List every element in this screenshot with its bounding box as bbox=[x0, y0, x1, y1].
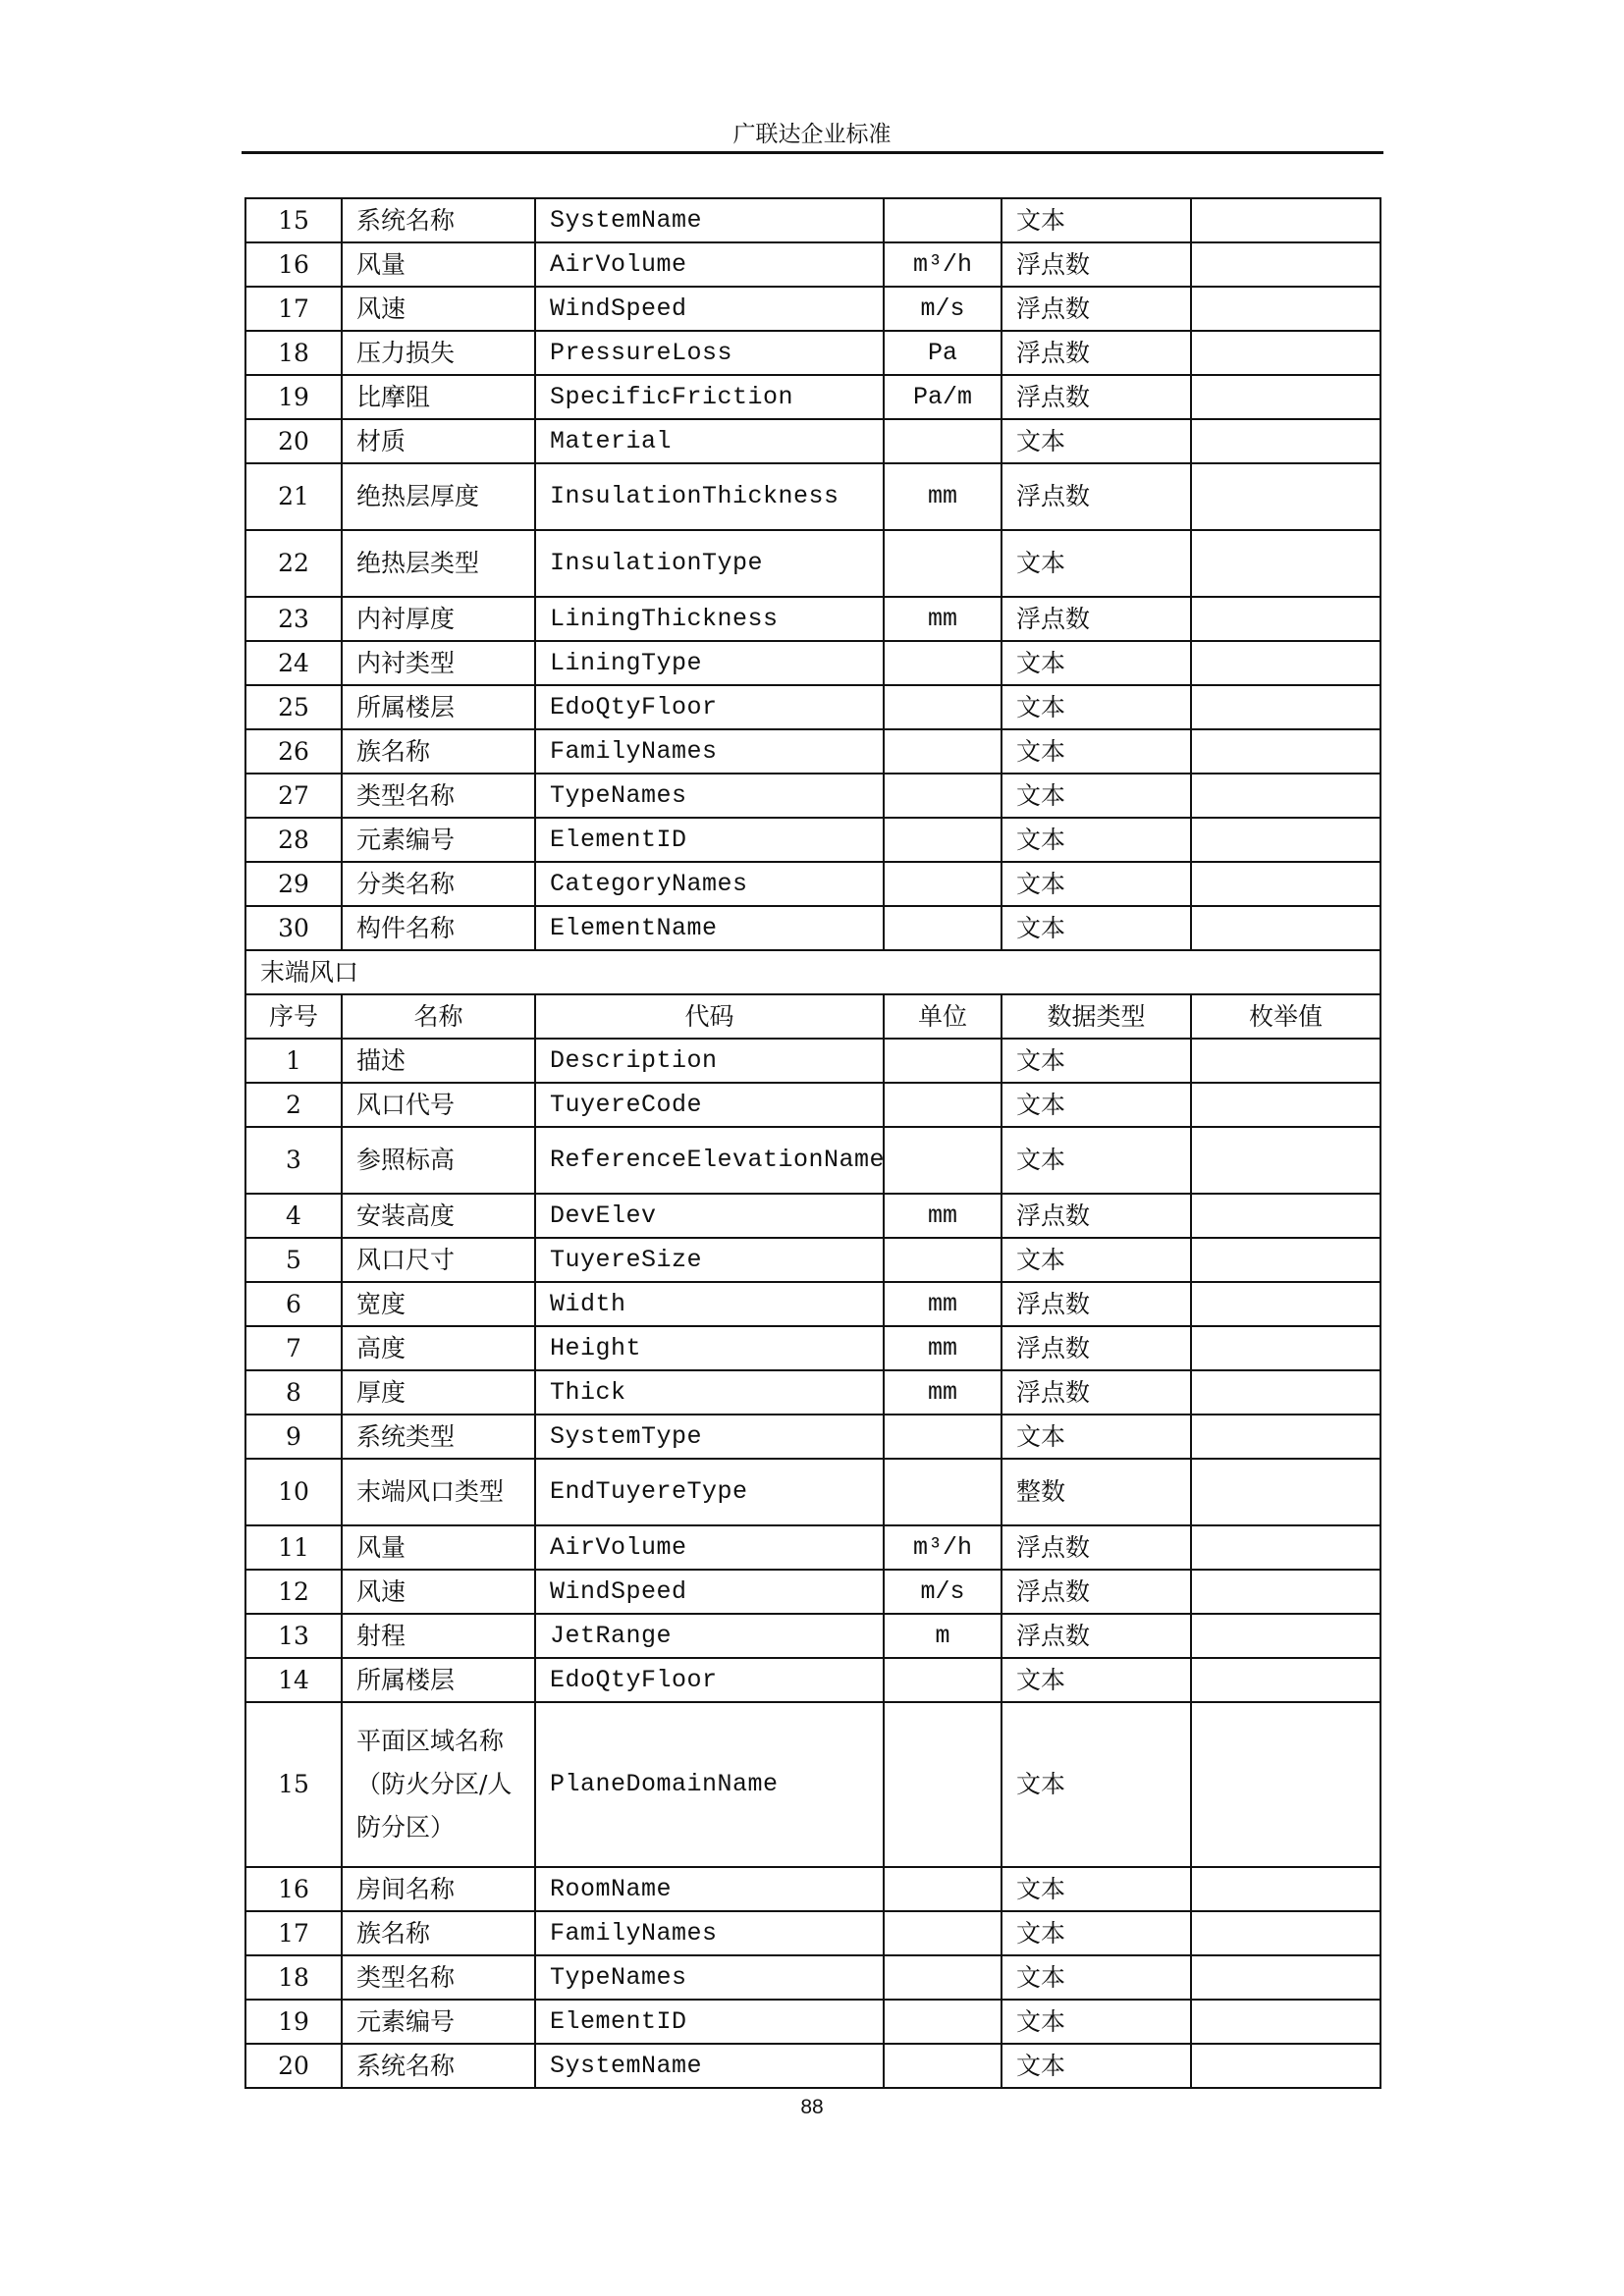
row-data-type: 文本 bbox=[1001, 641, 1191, 685]
table-row bbox=[245, 530, 1380, 597]
row-code: ElementName bbox=[535, 906, 884, 950]
page-number: 88 bbox=[800, 2096, 824, 2118]
row-index: 11 bbox=[245, 1525, 342, 1570]
row-index: 26 bbox=[245, 729, 342, 774]
row-unit bbox=[884, 1127, 1001, 1194]
row-code: WindSpeed bbox=[535, 287, 884, 331]
row-index: 4 bbox=[245, 1194, 342, 1238]
row-unit: m³/h bbox=[884, 1525, 1001, 1570]
row-index: 10 bbox=[245, 1459, 342, 1525]
row-data-type: 文本 bbox=[1001, 1415, 1191, 1459]
table-row bbox=[245, 774, 1380, 818]
table-row bbox=[245, 1238, 1380, 1282]
row-name: 所属楼层 bbox=[342, 685, 535, 729]
table-row bbox=[245, 375, 1380, 419]
row-enum-value bbox=[1191, 375, 1380, 419]
row-data-type: 文本 bbox=[1001, 906, 1191, 950]
row-enum-value bbox=[1191, 1127, 1380, 1194]
table-row bbox=[245, 463, 1380, 530]
row-unit bbox=[884, 1702, 1001, 1867]
row-enum-value bbox=[1191, 463, 1380, 530]
row-data-type: 整数 bbox=[1001, 1459, 1191, 1525]
row-unit: mm bbox=[884, 1282, 1001, 1326]
row-index: 5 bbox=[245, 1238, 342, 1282]
row-code: DevElev bbox=[535, 1194, 884, 1238]
row-unit bbox=[884, 530, 1001, 597]
row-data-type: 文本 bbox=[1001, 1955, 1191, 2000]
row-enum-value bbox=[1191, 1570, 1380, 1614]
row-data-type: 文本 bbox=[1001, 419, 1191, 463]
table-row bbox=[245, 1127, 1380, 1194]
row-unit bbox=[884, 198, 1001, 242]
row-index: 19 bbox=[245, 375, 342, 419]
parameter-table-body bbox=[245, 198, 1380, 2088]
row-enum-value bbox=[1191, 287, 1380, 331]
row-name: 安装高度 bbox=[342, 1194, 535, 1238]
row-data-type: 文本 bbox=[1001, 685, 1191, 729]
row-index: 1 bbox=[245, 1039, 342, 1083]
table-row bbox=[245, 1415, 1380, 1459]
row-data-type: 文本 bbox=[1001, 1702, 1191, 1867]
row-index: 15 bbox=[245, 198, 342, 242]
table-row bbox=[245, 1911, 1380, 1955]
row-unit: Pa/m bbox=[884, 375, 1001, 419]
row-unit bbox=[884, 1658, 1001, 1702]
row-data-type: 文本 bbox=[1001, 198, 1191, 242]
row-name: 射程 bbox=[342, 1614, 535, 1658]
row-enum-value bbox=[1191, 818, 1380, 862]
row-code: ElementID bbox=[535, 818, 884, 862]
row-enum-value bbox=[1191, 530, 1380, 597]
row-data-type: 文本 bbox=[1001, 1127, 1191, 1194]
row-enum-value bbox=[1191, 597, 1380, 641]
row-data-type: 文本 bbox=[1001, 2000, 1191, 2044]
row-enum-value bbox=[1191, 685, 1380, 729]
row-index: 20 bbox=[245, 419, 342, 463]
column-header-num: 序号 bbox=[245, 994, 342, 1039]
table-row bbox=[245, 419, 1380, 463]
row-index: 7 bbox=[245, 1326, 342, 1370]
row-enum-value bbox=[1191, 1911, 1380, 1955]
row-unit: mm bbox=[884, 1194, 1001, 1238]
column-header-code: 代码 bbox=[535, 994, 884, 1039]
row-name: 族名称 bbox=[342, 1911, 535, 1955]
row-code: AirVolume bbox=[535, 242, 884, 287]
row-enum-value bbox=[1191, 1238, 1380, 1282]
row-code: InsulationThickness bbox=[535, 463, 884, 530]
row-data-type: 文本 bbox=[1001, 1238, 1191, 1282]
table-row bbox=[245, 1039, 1380, 1083]
row-code: SpecificFriction bbox=[535, 375, 884, 419]
row-index: 8 bbox=[245, 1370, 342, 1415]
row-enum-value bbox=[1191, 1955, 1380, 2000]
row-index: 16 bbox=[245, 1867, 342, 1911]
row-index: 15 bbox=[245, 1702, 342, 1867]
row-name: 高度 bbox=[342, 1326, 535, 1370]
row-unit: Pa bbox=[884, 331, 1001, 375]
row-name: 系统名称 bbox=[342, 2044, 535, 2088]
row-name: 构件名称 bbox=[342, 906, 535, 950]
row-data-type: 浮点数 bbox=[1001, 1194, 1191, 1238]
row-data-type: 文本 bbox=[1001, 1867, 1191, 1911]
row-name: 系统类型 bbox=[342, 1415, 535, 1459]
row-name: 类型名称 bbox=[342, 774, 535, 818]
table-row bbox=[245, 1326, 1380, 1370]
row-code: CategoryNames bbox=[535, 862, 884, 906]
row-code: ReferenceElevationName bbox=[535, 1127, 884, 1194]
row-unit bbox=[884, 729, 1001, 774]
row-code: SystemType bbox=[535, 1415, 884, 1459]
row-unit bbox=[884, 1083, 1001, 1127]
row-code: PressureLoss bbox=[535, 331, 884, 375]
table-row bbox=[245, 331, 1380, 375]
row-unit bbox=[884, 1238, 1001, 1282]
row-enum-value bbox=[1191, 198, 1380, 242]
row-index: 17 bbox=[245, 287, 342, 331]
row-code: TuyereCode bbox=[535, 1083, 884, 1127]
row-index: 23 bbox=[245, 597, 342, 641]
row-data-type: 文本 bbox=[1001, 818, 1191, 862]
row-unit bbox=[884, 2044, 1001, 2088]
row-name: 所属楼层 bbox=[342, 1658, 535, 1702]
column-header-row bbox=[245, 994, 1380, 1039]
row-data-type: 浮点数 bbox=[1001, 597, 1191, 641]
row-code: RoomName bbox=[535, 1867, 884, 1911]
row-code: TuyereSize bbox=[535, 1238, 884, 1282]
row-index: 21 bbox=[245, 463, 342, 530]
row-index: 24 bbox=[245, 641, 342, 685]
row-name: 绝热层厚度 bbox=[342, 463, 535, 530]
row-unit bbox=[884, 862, 1001, 906]
row-name: 风速 bbox=[342, 287, 535, 331]
row-name: 类型名称 bbox=[342, 1955, 535, 2000]
row-index: 29 bbox=[245, 862, 342, 906]
table-row bbox=[245, 729, 1380, 774]
table-row bbox=[245, 2044, 1380, 2088]
row-index: 18 bbox=[245, 1955, 342, 2000]
row-code: JetRange bbox=[535, 1614, 884, 1658]
row-name: 内衬厚度 bbox=[342, 597, 535, 641]
row-unit bbox=[884, 1955, 1001, 2000]
row-code: EdoQtyFloor bbox=[535, 685, 884, 729]
row-name: 房间名称 bbox=[342, 1867, 535, 1911]
row-index: 22 bbox=[245, 530, 342, 597]
row-data-type: 浮点数 bbox=[1001, 1326, 1191, 1370]
row-data-type: 文本 bbox=[1001, 1911, 1191, 1955]
row-code: AirVolume bbox=[535, 1525, 884, 1570]
row-name: 风速 bbox=[342, 1570, 535, 1614]
row-name: 压力损失 bbox=[342, 331, 535, 375]
row-data-type: 浮点数 bbox=[1001, 1525, 1191, 1570]
table-row bbox=[245, 597, 1380, 641]
row-unit: mm bbox=[884, 1326, 1001, 1370]
table-row bbox=[245, 818, 1380, 862]
row-index: 2 bbox=[245, 1083, 342, 1127]
row-index: 27 bbox=[245, 774, 342, 818]
row-index: 6 bbox=[245, 1282, 342, 1326]
row-index: 12 bbox=[245, 1570, 342, 1614]
row-enum-value bbox=[1191, 419, 1380, 463]
row-code: EdoQtyFloor bbox=[535, 1658, 884, 1702]
table-row bbox=[245, 198, 1380, 242]
table-row bbox=[245, 906, 1380, 950]
row-data-type: 文本 bbox=[1001, 1083, 1191, 1127]
row-data-type: 文本 bbox=[1001, 729, 1191, 774]
row-enum-value bbox=[1191, 1194, 1380, 1238]
row-name: 族名称 bbox=[342, 729, 535, 774]
table-row bbox=[245, 2000, 1380, 2044]
row-enum-value bbox=[1191, 906, 1380, 950]
row-name: 宽度 bbox=[342, 1282, 535, 1326]
row-unit bbox=[884, 419, 1001, 463]
header-divider bbox=[242, 151, 1383, 154]
row-enum-value bbox=[1191, 641, 1380, 685]
row-enum-value bbox=[1191, 1039, 1380, 1083]
table-row bbox=[245, 1370, 1380, 1415]
row-name: 厚度 bbox=[342, 1370, 535, 1415]
row-enum-value bbox=[1191, 1370, 1380, 1415]
row-enum-value bbox=[1191, 1326, 1380, 1370]
row-name: 系统名称 bbox=[342, 198, 535, 242]
row-enum-value bbox=[1191, 242, 1380, 287]
column-header-enum: 枚举值 bbox=[1191, 994, 1380, 1039]
row-name: 元素编号 bbox=[342, 2000, 535, 2044]
table-row bbox=[245, 1525, 1380, 1570]
row-unit: mm bbox=[884, 463, 1001, 530]
row-data-type: 浮点数 bbox=[1001, 375, 1191, 419]
row-unit: m bbox=[884, 1614, 1001, 1658]
row-name: 元素编号 bbox=[342, 818, 535, 862]
row-enum-value bbox=[1191, 1525, 1380, 1570]
table-row bbox=[245, 242, 1380, 287]
row-unit bbox=[884, 818, 1001, 862]
row-code: InsulationType bbox=[535, 530, 884, 597]
row-data-type: 文本 bbox=[1001, 1039, 1191, 1083]
row-index: 28 bbox=[245, 818, 342, 862]
row-name: 风口尺寸 bbox=[342, 1238, 535, 1282]
row-code: PlaneDomainName bbox=[535, 1702, 884, 1867]
row-unit bbox=[884, 1867, 1001, 1911]
table-row bbox=[245, 1702, 1380, 1867]
row-data-type: 浮点数 bbox=[1001, 1282, 1191, 1326]
row-unit bbox=[884, 1039, 1001, 1083]
row-unit: mm bbox=[884, 597, 1001, 641]
row-enum-value bbox=[1191, 1702, 1380, 1867]
row-data-type: 文本 bbox=[1001, 862, 1191, 906]
table-row bbox=[245, 1614, 1380, 1658]
table-row bbox=[245, 1867, 1380, 1911]
row-index: 3 bbox=[245, 1127, 342, 1194]
row-unit bbox=[884, 2000, 1001, 2044]
row-code: SystemName bbox=[535, 198, 884, 242]
row-enum-value bbox=[1191, 1614, 1380, 1658]
table-row bbox=[245, 1083, 1380, 1127]
table-row bbox=[245, 1282, 1380, 1326]
row-enum-value bbox=[1191, 1459, 1380, 1525]
row-unit: m/s bbox=[884, 287, 1001, 331]
table-row bbox=[245, 1459, 1380, 1525]
row-data-type: 浮点数 bbox=[1001, 287, 1191, 331]
row-name: 参照标高 bbox=[342, 1127, 535, 1194]
row-data-type: 浮点数 bbox=[1001, 463, 1191, 530]
row-data-type: 浮点数 bbox=[1001, 1370, 1191, 1415]
row-enum-value bbox=[1191, 729, 1380, 774]
column-header-name: 名称 bbox=[342, 994, 535, 1039]
row-enum-value bbox=[1191, 1658, 1380, 1702]
row-enum-value bbox=[1191, 331, 1380, 375]
row-enum-value bbox=[1191, 1282, 1380, 1326]
section-title: 末端风口 bbox=[245, 950, 1380, 994]
row-code: TypeNames bbox=[535, 774, 884, 818]
row-index: 17 bbox=[245, 1911, 342, 1955]
row-code: Thick bbox=[535, 1370, 884, 1415]
row-index: 25 bbox=[245, 685, 342, 729]
row-index: 19 bbox=[245, 2000, 342, 2044]
table-row bbox=[245, 1194, 1380, 1238]
row-unit bbox=[884, 906, 1001, 950]
row-index: 13 bbox=[245, 1614, 342, 1658]
row-name: 材质 bbox=[342, 419, 535, 463]
table-row bbox=[245, 1955, 1380, 2000]
row-enum-value bbox=[1191, 862, 1380, 906]
row-name: 风量 bbox=[342, 242, 535, 287]
row-code: EndTuyereType bbox=[535, 1459, 884, 1525]
row-unit bbox=[884, 1459, 1001, 1525]
row-code: Material bbox=[535, 419, 884, 463]
table-row bbox=[245, 641, 1380, 685]
row-name: 风量 bbox=[342, 1525, 535, 1570]
row-name: 内衬类型 bbox=[342, 641, 535, 685]
row-index: 14 bbox=[245, 1658, 342, 1702]
row-enum-value bbox=[1191, 774, 1380, 818]
row-unit bbox=[884, 1415, 1001, 1459]
row-index: 18 bbox=[245, 331, 342, 375]
row-code: FamilyNames bbox=[535, 1911, 884, 1955]
table-row bbox=[245, 862, 1380, 906]
row-data-type: 浮点数 bbox=[1001, 1614, 1191, 1658]
table-row bbox=[245, 1658, 1380, 1702]
row-unit bbox=[884, 641, 1001, 685]
column-header-unit: 单位 bbox=[884, 994, 1001, 1039]
row-index: 9 bbox=[245, 1415, 342, 1459]
row-index: 16 bbox=[245, 242, 342, 287]
row-code: Description bbox=[535, 1039, 884, 1083]
document-header-title: 广联达企业标准 bbox=[732, 122, 892, 147]
row-enum-value bbox=[1191, 1867, 1380, 1911]
table-row bbox=[245, 287, 1380, 331]
row-code: Width bbox=[535, 1282, 884, 1326]
row-unit: m³/h bbox=[884, 242, 1001, 287]
row-code: SystemName bbox=[535, 2044, 884, 2088]
row-data-type: 浮点数 bbox=[1001, 1570, 1191, 1614]
row-index: 20 bbox=[245, 2044, 342, 2088]
row-enum-value bbox=[1191, 1415, 1380, 1459]
row-data-type: 文本 bbox=[1001, 1658, 1191, 1702]
row-enum-value bbox=[1191, 2000, 1380, 2044]
row-code: FamilyNames bbox=[535, 729, 884, 774]
row-data-type: 文本 bbox=[1001, 774, 1191, 818]
row-unit bbox=[884, 685, 1001, 729]
row-name: 分类名称 bbox=[342, 862, 535, 906]
row-unit bbox=[884, 774, 1001, 818]
parameter-table bbox=[244, 197, 1381, 2089]
row-code: WindSpeed bbox=[535, 1570, 884, 1614]
row-code: TypeNames bbox=[535, 1955, 884, 2000]
row-unit: m/s bbox=[884, 1570, 1001, 1614]
row-unit: mm bbox=[884, 1370, 1001, 1415]
table-row bbox=[245, 685, 1380, 729]
row-unit bbox=[884, 1911, 1001, 1955]
row-enum-value bbox=[1191, 2044, 1380, 2088]
row-name: 风口代号 bbox=[342, 1083, 535, 1127]
column-header-type: 数据类型 bbox=[1001, 994, 1191, 1039]
row-data-type: 文本 bbox=[1001, 2044, 1191, 2088]
row-code: ElementID bbox=[535, 2000, 884, 2044]
row-name: 描述 bbox=[342, 1039, 535, 1083]
row-name: 平面区域名称（防火分区/人防分区） bbox=[342, 1702, 535, 1867]
row-code: LiningThickness bbox=[535, 597, 884, 641]
row-enum-value bbox=[1191, 1083, 1380, 1127]
section-row bbox=[245, 950, 1380, 994]
row-name: 末端风口类型 bbox=[342, 1459, 535, 1525]
row-code: LiningType bbox=[535, 641, 884, 685]
row-name: 比摩阻 bbox=[342, 375, 535, 419]
row-name: 绝热层类型 bbox=[342, 530, 535, 597]
row-data-type: 浮点数 bbox=[1001, 331, 1191, 375]
row-data-type: 浮点数 bbox=[1001, 242, 1191, 287]
row-code: Height bbox=[535, 1326, 884, 1370]
row-data-type: 文本 bbox=[1001, 530, 1191, 597]
table-row bbox=[245, 1570, 1380, 1614]
row-index: 30 bbox=[245, 906, 342, 950]
